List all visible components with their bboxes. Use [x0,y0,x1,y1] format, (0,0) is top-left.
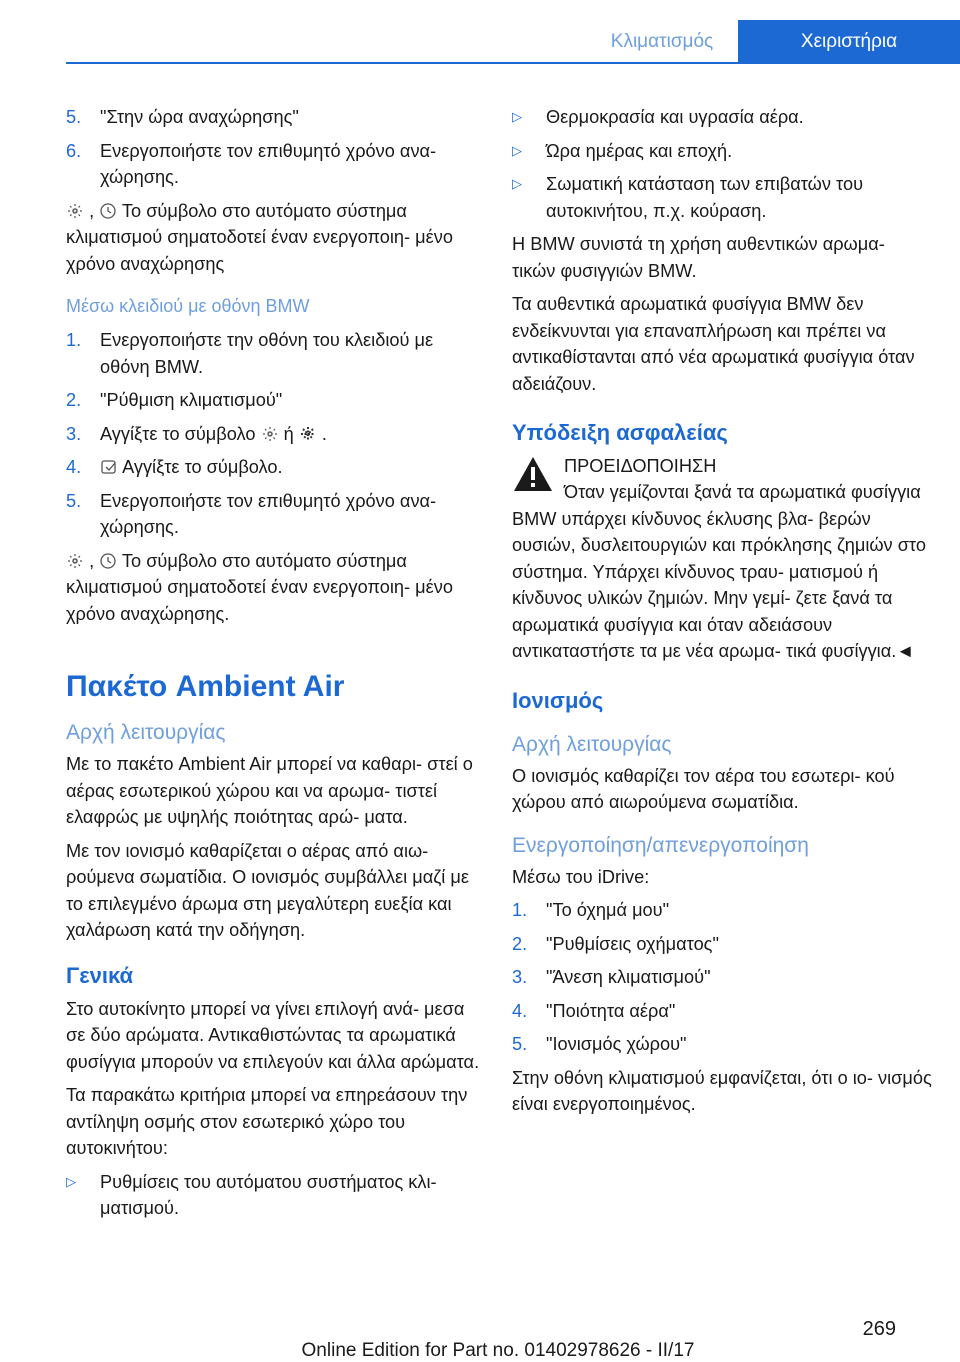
touch-icon [100,458,118,476]
fan-active-icon [299,425,317,443]
tab-controls[interactable]: Χειριστήρια [738,20,960,64]
list-item: 3. "Άνεση κλιματισμού" [512,967,711,987]
page-header [0,20,960,64]
list-item: 4. Αγγίξτε το σύμβολο. [66,457,283,477]
heading-principle: Αρχή λειτουργίας [512,732,672,756]
paragraph: Τα παρακάτω κριτήρια μπορεί να επηρεάσουν την αντίληψη οσμής στον εσωτερικό χώρο του αυτοκινήτου: [66,1085,468,1158]
warning-triangle-icon [512,455,554,493]
warning-title: ΠΡΟΕΙΔΟΠΟΙΗΣΗ [564,456,717,476]
departure-symbol-note: , Το σύμβολο στο αυτόματο σύστημα κλιματισμού σηματοδοτεί έναν ενεργοποιη‐ μένο χρόνο αναχώρησης. [66,550,453,624]
bullet-item: ▷ Θερμοκρασία και υγρασία αέρα. [512,104,932,131]
fan-icon [261,425,279,443]
page-number: 269 [862,1318,896,1340]
fan-icon [66,552,84,570]
list-item: 1. Ενεργοποιήστε την οθόνη του κλειδιού με οθόνη BMW. [66,330,434,377]
heading-principle: Αρχή λειτουργίας [66,721,226,744]
list-item: 3. Αγγίξτε το σύμβολο ή . [66,423,327,444]
bullet-triangle-icon: ▷ [512,176,522,191]
list-item: 2. "Ρύθμιση κλιματισμού" [66,390,283,410]
tab-climate[interactable]: Κλιματισμός [610,31,714,52]
left-column [66,104,486,1229]
paragraph: Τα αυθεντικά αρωματικά φυσίγγια BMW δεν ενδείκνυνται για επαναπλήρωση και πρέπει να αντικαθίστανται από νέα αρωματικά φυσίγγια όταν αδειάζουν. [512,294,915,394]
heading-ionization: Ιονισμός [512,687,604,713]
bullet-item: ▷ Ώρα ημέρας και εποχή. [512,138,932,165]
fan-icon [66,202,84,220]
paragraph: Η BMW συνιστά τη χρήση αυθεντικών αρωμα‐ τικών φυσιγγιών BMW. [512,234,885,281]
right-column [512,104,932,1125]
paragraph: Στο αυτοκίνητο μπορεί να γίνει επιλογή ανά‐ μεσα σε δύο αρώματα. Αντικαθιστώντας τα αρωματικά φυσίγγια μπορούν να επιλεγούν και άλλα αρώματα. [66,998,480,1072]
paragraph: Στην οθόνη κλιματισμού εμφανίζεται, ότι ο ιο‐ νισμός είναι ενεργοποιημένος. [512,1067,932,1114]
bullet-item: ▷ Σωματική κατάσταση των επιβατών του αυτοκινήτου, π.χ. κούραση. [512,171,932,224]
list-item: 6. Ενεργοποιήστε τον επιθυμητό χρόνο ανα‐ χώρησης. [66,140,437,187]
heading-general: Γενικά [66,962,134,988]
edition-footer: Online Edition for Part no. 01402978626 - II/17 [301,1340,695,1361]
bullet-item: ▷ Ρυθμίσεις του αυτόματου συστήματος κλι‐ ματισμού. [66,1169,486,1222]
header-rule [66,62,960,64]
bullet-triangle-icon: ▷ [512,142,522,158]
list-item: 5. "Ιονισμός χώρου" [512,1034,687,1054]
bullet-triangle-icon: ▷ [66,1173,76,1189]
paragraph: Με το πακέτο Ambient Air μπορεί να καθαρι‐ στεί ο αέρας εσωτερικού χώρου και να αρωμα‐ τιστεί ελαφρώς με υψηλής ποιότητας αρώ‐ ματα. [66,754,473,827]
list-item: 4. "Ποιότητα αέρα" [512,1000,676,1021]
section-title-ambient-air: Πακέτο Ambient Air [66,670,345,703]
heading-activation: Ενεργοποίηση/απενεργοποίηση [512,833,809,857]
departure-symbol-note: , Το σύμβολο στο αυτόματο σύστημα κλιματισμού σηματοδοτεί έναν ενεργοποιη‐ μένο χρόνο αναχώρησης [66,200,453,274]
warning-text: Όταν γεμίζονται ξανά τα αρωματικά φυσίγγια BMW υπάρχει κίνδυνος έκλυσης βλα‐ βερών ουσιών, δυσλειτουργιών και πρόκλησης ζημιών στο σύστημα. Υπάρχει κίνδυνος τραυ‐ ματισμού ή κίνδυνος υλικών ζημιών. Μην γεμί‐ ζετε ξανά τα αρωματικά φυσίγγια και όταν αδειάσουν αντικαταστήστε τα με νέα αρωμα‐ τικά φυσίγγια.◄ [512,482,926,661]
clock-icon [99,202,117,220]
list-item: 2. "Ρυθμίσεις οχήματος" [512,933,719,954]
clock-icon [99,552,117,570]
list-item: 1. "Το όχημά μου" [512,900,670,920]
bullet-triangle-icon: ▷ [512,109,522,124]
paragraph: Μέσω του iDrive: [512,866,650,887]
subheading-key: Μέσω κλειδιού με οθόνη BMW [66,296,310,316]
paragraph: Ο ιονισμός καθαρίζει τον αέρα του εσωτερι‐ κού χώρου από αιωρούμενα σωματίδια. [512,765,895,812]
list-item: 5. Ενεργοποιήστε τον επιθυμητό χρόνο ανα‐ χώρησης. [66,490,437,537]
paragraph: Με τον ιονισμό καθαρίζεται ο αέρας από αιω‐ ρούμενα σωματίδια. Ο ιονισμός συμβάλλει μαζί με το επιλεγμένο άρωμα στη μεγαλύτερη ευεξία και χαλάρωση κατά την οδήγηση. [66,840,469,940]
list-item: 5. "Στην ώρα αναχώρησης" [66,107,299,127]
warning-box [512,453,932,509]
heading-safety: Υπόδειξη ασφαλείας [512,420,728,445]
